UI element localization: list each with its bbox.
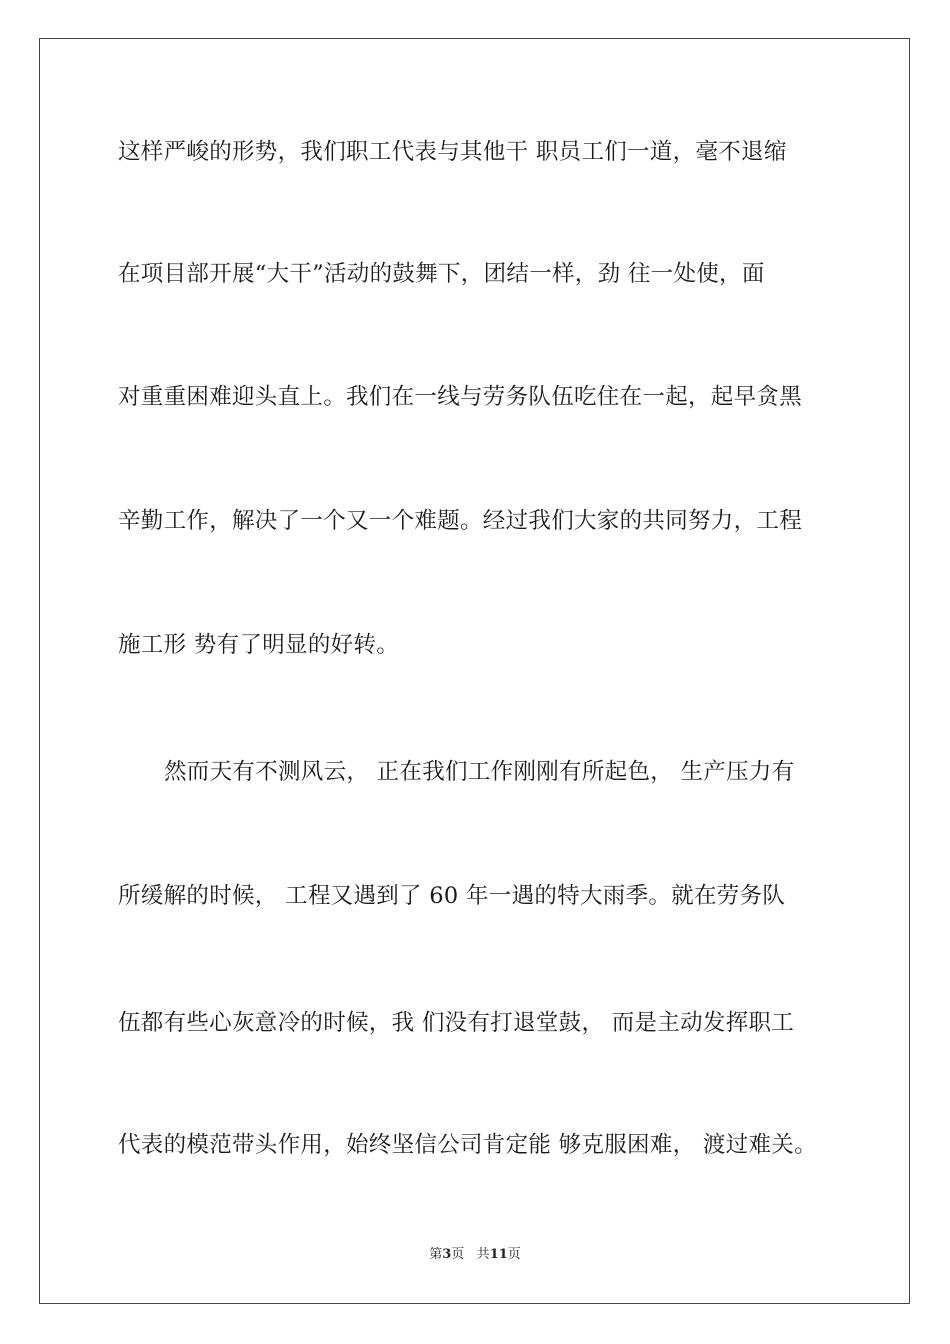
page-footer	[0, 1246, 950, 1264]
body-text-line-4: 辛勤工作，解决了一个又一个难题。经过我们大家的共同努力，工程	[118, 508, 803, 534]
footer-total-prefix: 共	[476, 1247, 490, 1262]
body-text-line-6: 然而天有不测风云， 正在我们工作刚刚有所起色， 生产压力有	[164, 759, 795, 785]
body-text-line-8: 伍都有些心灰意冷的时候，我 们没有打退堂鼓， 而是主动发挥职工	[118, 1010, 795, 1036]
body-text-line-9: 代表的模范带头作用，始终坚信公司肯定能 够克服困难， 渡过难关。	[118, 1132, 817, 1158]
footer-page-suffix: 页	[451, 1247, 465, 1262]
body-text-line-7: 所缓解的时候， 工程又遇到了 60 年一遇的特大雨季。就在劳务队	[118, 883, 786, 909]
body-text-line-3: 对重重困难迎头直上。我们在一线与劳务队伍吃住在一起，起早贪黑	[118, 384, 803, 410]
body-text-line-1: 这样严峻的形势，我们职工代表与其他干 职员工们一道，毫不退缩	[118, 139, 787, 165]
body-text-line-5: 施工形 势有了明显的好转。	[118, 632, 400, 658]
footer-total-suffix: 页	[507, 1247, 521, 1262]
footer-total-pages: 11	[489, 1247, 508, 1262]
page-border	[39, 38, 910, 1304]
body-text-line-2: 在项目部开展“大干”活动的鼓舞下，团结一样，劲 往一处使，面	[118, 261, 765, 287]
footer-page-number: 3	[442, 1247, 452, 1262]
footer-prefix: 第	[429, 1247, 443, 1262]
